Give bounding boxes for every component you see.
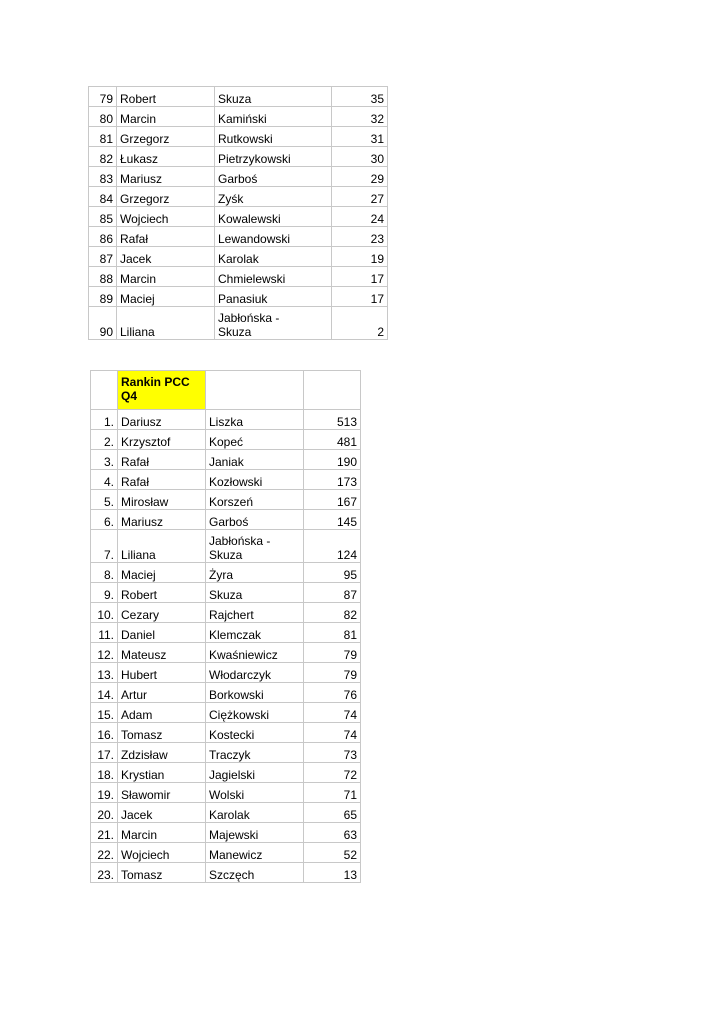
rank-cell: 7.	[91, 530, 118, 563]
score-cell: 19	[332, 247, 388, 267]
first-name-cell: Marcin	[118, 823, 206, 843]
rank-cell: 14.	[91, 683, 118, 703]
rank-cell: 88	[89, 267, 117, 287]
header-empty-cell	[206, 371, 304, 410]
score-cell: 124	[304, 530, 361, 563]
table-row	[91, 430, 361, 450]
table-row	[91, 723, 361, 743]
score-cell: 74	[304, 703, 361, 723]
table-row	[91, 803, 361, 823]
first-name-cell: Artur	[118, 683, 206, 703]
score-cell: 167	[304, 490, 361, 510]
table-row	[89, 147, 388, 167]
first-name-cell: Jacek	[117, 247, 215, 267]
first-name-cell: Daniel	[118, 623, 206, 643]
first-name-cell: Maciej	[117, 287, 215, 307]
score-cell: 72	[304, 763, 361, 783]
table1-body	[89, 87, 388, 340]
last-name-cell: Karolak	[215, 247, 332, 267]
score-cell: 30	[332, 147, 388, 167]
first-name-cell: Marcin	[117, 267, 215, 287]
last-name-cell: Jabłońska - Skuza	[215, 307, 332, 340]
last-name-cell: Szczęch	[206, 863, 304, 883]
last-name-cell: Borkowski	[206, 683, 304, 703]
ranking-table-q4	[90, 370, 361, 883]
first-name-cell: Rafał	[118, 470, 206, 490]
table-row	[89, 187, 388, 207]
table-row	[89, 287, 388, 307]
first-name-cell: Łukasz	[117, 147, 215, 167]
table-row	[91, 623, 361, 643]
first-name-cell: Sławomir	[118, 783, 206, 803]
first-name-cell: Krzysztof	[118, 430, 206, 450]
score-cell: 17	[332, 287, 388, 307]
rank-cell: 21.	[91, 823, 118, 843]
rank-cell: 85	[89, 207, 117, 227]
table-row	[91, 410, 361, 430]
last-name-cell: Rutkowski	[215, 127, 332, 147]
last-name-cell: Garboś	[215, 167, 332, 187]
rank-cell: 12.	[91, 643, 118, 663]
table-row	[89, 207, 388, 227]
table-row	[89, 87, 388, 107]
table-row	[91, 683, 361, 703]
rank-cell: 80	[89, 107, 117, 127]
rank-cell: 2.	[91, 430, 118, 450]
last-name-cell: Panasiuk	[215, 287, 332, 307]
table-row	[91, 843, 361, 863]
table-row	[91, 863, 361, 883]
header-empty-cell	[91, 371, 118, 410]
rank-cell: 86	[89, 227, 117, 247]
table-row	[91, 823, 361, 843]
score-cell: 173	[304, 470, 361, 490]
rank-cell: 87	[89, 247, 117, 267]
first-name-cell: Robert	[117, 87, 215, 107]
last-name-cell: Garboś	[206, 510, 304, 530]
table-row	[91, 450, 361, 470]
table-row	[89, 167, 388, 187]
score-cell: 95	[304, 563, 361, 583]
rank-cell: 1.	[91, 410, 118, 430]
first-name-cell: Krystian	[118, 763, 206, 783]
last-name-cell: Kowalewski	[215, 207, 332, 227]
last-name-cell: Chmielewski	[215, 267, 332, 287]
first-name-cell: Robert	[118, 583, 206, 603]
first-name-cell: Mirosław	[118, 490, 206, 510]
score-cell: 65	[304, 803, 361, 823]
score-cell: 17	[332, 267, 388, 287]
first-name-cell: Mariusz	[118, 510, 206, 530]
score-cell: 24	[332, 207, 388, 227]
rank-cell: 23.	[91, 863, 118, 883]
rank-cell: 82	[89, 147, 117, 167]
score-cell: 82	[304, 603, 361, 623]
rank-cell: 13.	[91, 663, 118, 683]
last-name-cell: Pietrzykowski	[215, 147, 332, 167]
score-cell: 23	[332, 227, 388, 247]
score-cell: 73	[304, 743, 361, 763]
table-row	[91, 663, 361, 683]
rank-cell: 81	[89, 127, 117, 147]
table-header-row	[91, 371, 361, 410]
rank-cell: 17.	[91, 743, 118, 763]
first-name-cell: Mariusz	[117, 167, 215, 187]
first-name-cell: Grzegorz	[117, 187, 215, 207]
score-cell: 29	[332, 167, 388, 187]
table-row	[91, 510, 361, 530]
first-name-cell: Liliana	[118, 530, 206, 563]
table-row	[91, 563, 361, 583]
score-cell: 81	[304, 623, 361, 643]
table-row	[89, 107, 388, 127]
first-name-cell: Liliana	[117, 307, 215, 340]
rank-cell: 22.	[91, 843, 118, 863]
score-cell: 31	[332, 127, 388, 147]
score-cell: 74	[304, 723, 361, 743]
table-row	[91, 643, 361, 663]
table2-body	[91, 371, 361, 883]
rank-cell: 79	[89, 87, 117, 107]
table-row	[89, 247, 388, 267]
table-row	[89, 127, 388, 147]
score-cell: 52	[304, 843, 361, 863]
first-name-cell: Dariusz	[118, 410, 206, 430]
table-row	[91, 490, 361, 510]
last-name-cell: Kopeć	[206, 430, 304, 450]
last-name-cell: Manewicz	[206, 843, 304, 863]
first-name-cell: Marcin	[117, 107, 215, 127]
rank-cell: 8.	[91, 563, 118, 583]
score-cell: 13	[304, 863, 361, 883]
last-name-cell: Zyśk	[215, 187, 332, 207]
rank-cell: 10.	[91, 603, 118, 623]
score-cell: 32	[332, 107, 388, 127]
last-name-cell: Lewandowski	[215, 227, 332, 247]
first-name-cell: Jacek	[118, 803, 206, 823]
score-cell: 71	[304, 783, 361, 803]
table-row	[91, 603, 361, 623]
last-name-cell: Janiak	[206, 450, 304, 470]
table-row	[91, 763, 361, 783]
score-cell: 27	[332, 187, 388, 207]
table-row	[91, 470, 361, 490]
rank-cell: 6.	[91, 510, 118, 530]
score-cell: 35	[332, 87, 388, 107]
table-row	[89, 307, 388, 340]
last-name-cell: Kozłowski	[206, 470, 304, 490]
rank-cell: 15.	[91, 703, 118, 723]
last-name-cell: Rajchert	[206, 603, 304, 623]
table-row	[91, 743, 361, 763]
header-empty-cell	[304, 371, 361, 410]
table-row	[91, 703, 361, 723]
last-name-cell: Jabłońska - Skuza	[206, 530, 304, 563]
last-name-cell: Skuza	[206, 583, 304, 603]
rank-cell: 16.	[91, 723, 118, 743]
last-name-cell: Karolak	[206, 803, 304, 823]
last-name-cell: Wolski	[206, 783, 304, 803]
rank-cell: 84	[89, 187, 117, 207]
last-name-cell: Majewski	[206, 823, 304, 843]
rank-cell: 4.	[91, 470, 118, 490]
score-cell: 79	[304, 663, 361, 683]
last-name-cell: Skuza	[215, 87, 332, 107]
last-name-cell: Włodarczyk	[206, 663, 304, 683]
rank-cell: 3.	[91, 450, 118, 470]
first-name-cell: Wojciech	[117, 207, 215, 227]
rank-cell: 19.	[91, 783, 118, 803]
table-title: Rankin PCC Q4	[118, 371, 206, 410]
score-cell: 190	[304, 450, 361, 470]
last-name-cell: Korszeń	[206, 490, 304, 510]
last-name-cell: Ciężkowski	[206, 703, 304, 723]
rank-cell: 89	[89, 287, 117, 307]
score-cell: 87	[304, 583, 361, 603]
last-name-cell: Kostecki	[206, 723, 304, 743]
ranking-table-continued	[88, 86, 388, 340]
rank-cell: 11.	[91, 623, 118, 643]
first-name-cell: Tomasz	[118, 723, 206, 743]
score-cell: 76	[304, 683, 361, 703]
first-name-cell: Grzegorz	[117, 127, 215, 147]
score-cell: 2	[332, 307, 388, 340]
table-row	[91, 783, 361, 803]
first-name-cell: Zdzisław	[118, 743, 206, 763]
score-cell: 63	[304, 823, 361, 843]
last-name-cell: Kwaśniewicz	[206, 643, 304, 663]
last-name-cell: Żyra	[206, 563, 304, 583]
rank-cell: 90	[89, 307, 117, 340]
first-name-cell: Rafał	[118, 450, 206, 470]
rank-cell: 83	[89, 167, 117, 187]
score-cell: 513	[304, 410, 361, 430]
first-name-cell: Cezary	[118, 603, 206, 623]
first-name-cell: Maciej	[118, 563, 206, 583]
first-name-cell: Hubert	[118, 663, 206, 683]
last-name-cell: Traczyk	[206, 743, 304, 763]
table-row	[89, 227, 388, 247]
first-name-cell: Adam	[118, 703, 206, 723]
score-cell: 481	[304, 430, 361, 450]
first-name-cell: Rafał	[117, 227, 215, 247]
last-name-cell: Kamiński	[215, 107, 332, 127]
score-cell: 145	[304, 510, 361, 530]
rank-cell: 5.	[91, 490, 118, 510]
table-row	[91, 583, 361, 603]
rank-cell: 20.	[91, 803, 118, 823]
first-name-cell: Tomasz	[118, 863, 206, 883]
last-name-cell: Liszka	[206, 410, 304, 430]
score-cell: 79	[304, 643, 361, 663]
last-name-cell: Jagielski	[206, 763, 304, 783]
rank-cell: 9.	[91, 583, 118, 603]
last-name-cell: Klemczak	[206, 623, 304, 643]
table-row	[89, 267, 388, 287]
rank-cell: 18.	[91, 763, 118, 783]
first-name-cell: Mateusz	[118, 643, 206, 663]
first-name-cell: Wojciech	[118, 843, 206, 863]
table-row	[91, 530, 361, 563]
